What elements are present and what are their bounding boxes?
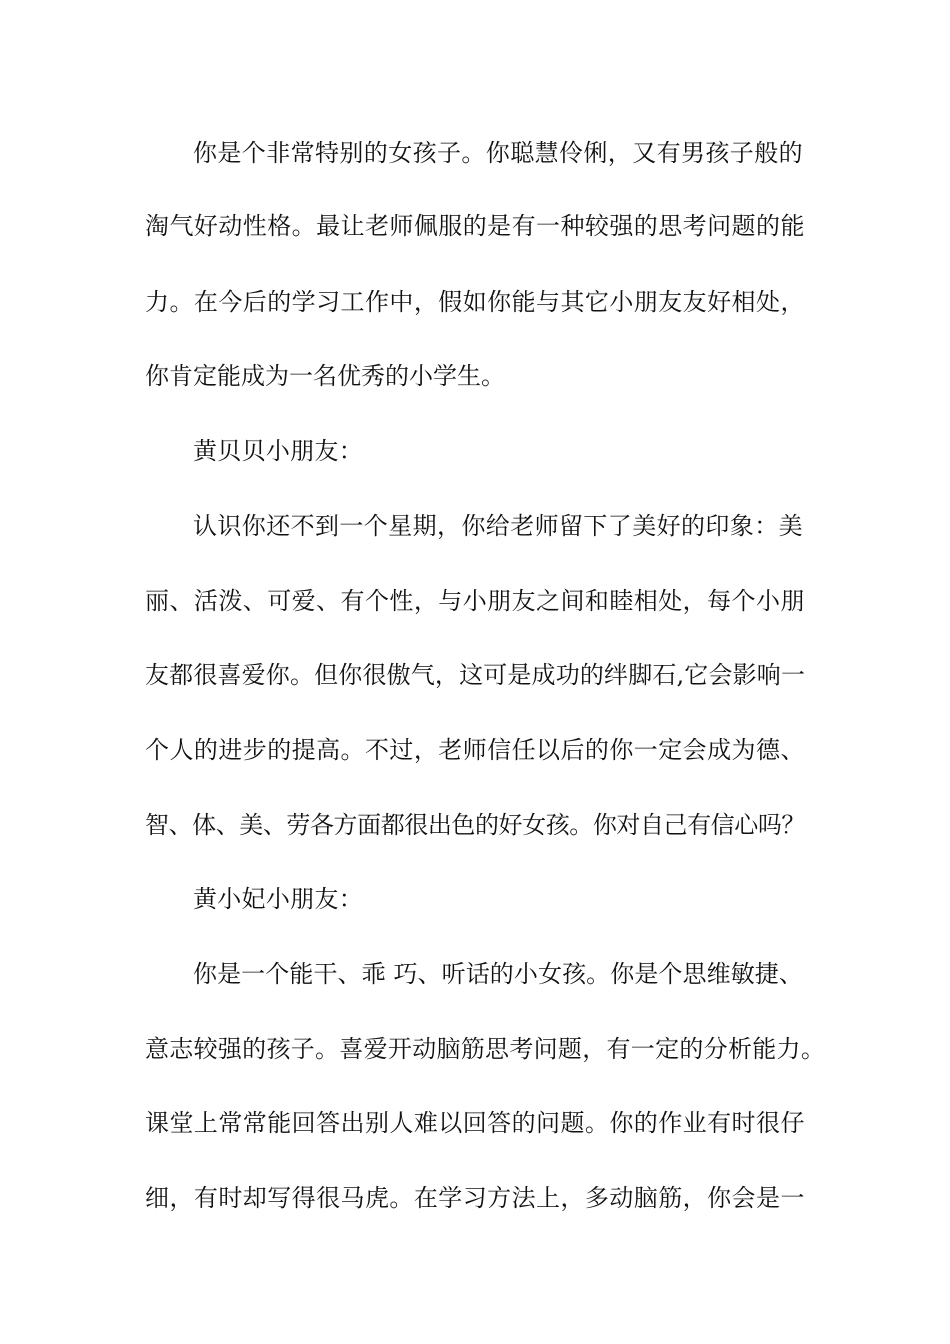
paragraph-line: 细，有时却写得很马虎。在学习方法上，多动脑筋，你会是一 [145,1184,805,1212]
paragraph-line: 课堂上常常能回答出别人难以回答的问题。你的作业有时很仔 [145,1109,805,1137]
paragraph-line: 意志较强的孩子。喜爱开动脑筋思考问题，有一定的分析能力。 [145,1035,826,1063]
paragraph-line: 淘气好动性格。最让老师佩服的是有一种较强的思考问题的能 [145,212,805,240]
paragraph-line: 个人的进步的提高。不过，老师信任以后的你一定会成为德、 [145,736,805,764]
paragraph-line: 丽、活泼、可爱、有个性，与小朋友之间和睦相处，每个小朋 [145,587,805,615]
paragraph-line: 力。在今后的学习工作中，假如你能与其它小朋友友好相处， [145,288,805,316]
paragraph-line: 智、体、美、劳各方面都很出色的好女孩。你对自己有信心吗？ [145,811,805,839]
paragraph-line: 认识你还不到一个星期，你给老师留下了美好的印象：美 [193,512,803,540]
paragraph-line: 友都很喜爱你。但你很傲气，这可是成功的绊脚石,它会影响一 [145,661,806,689]
paragraph-line: 你是一个能干、乖 巧、听话的小女孩。你是个思维敏捷、 [193,960,803,988]
paragraph-line: 你是个非常特别的女孩子。你聪慧伶俐，又有男孩子般的 [193,139,803,167]
paragraph-line: 你肯定能成为一名优秀的小学生。 [145,362,505,390]
addressee-heading: 黄小妃小朋友： [193,885,364,913]
addressee-heading: 黄贝贝小朋友： [193,437,364,465]
